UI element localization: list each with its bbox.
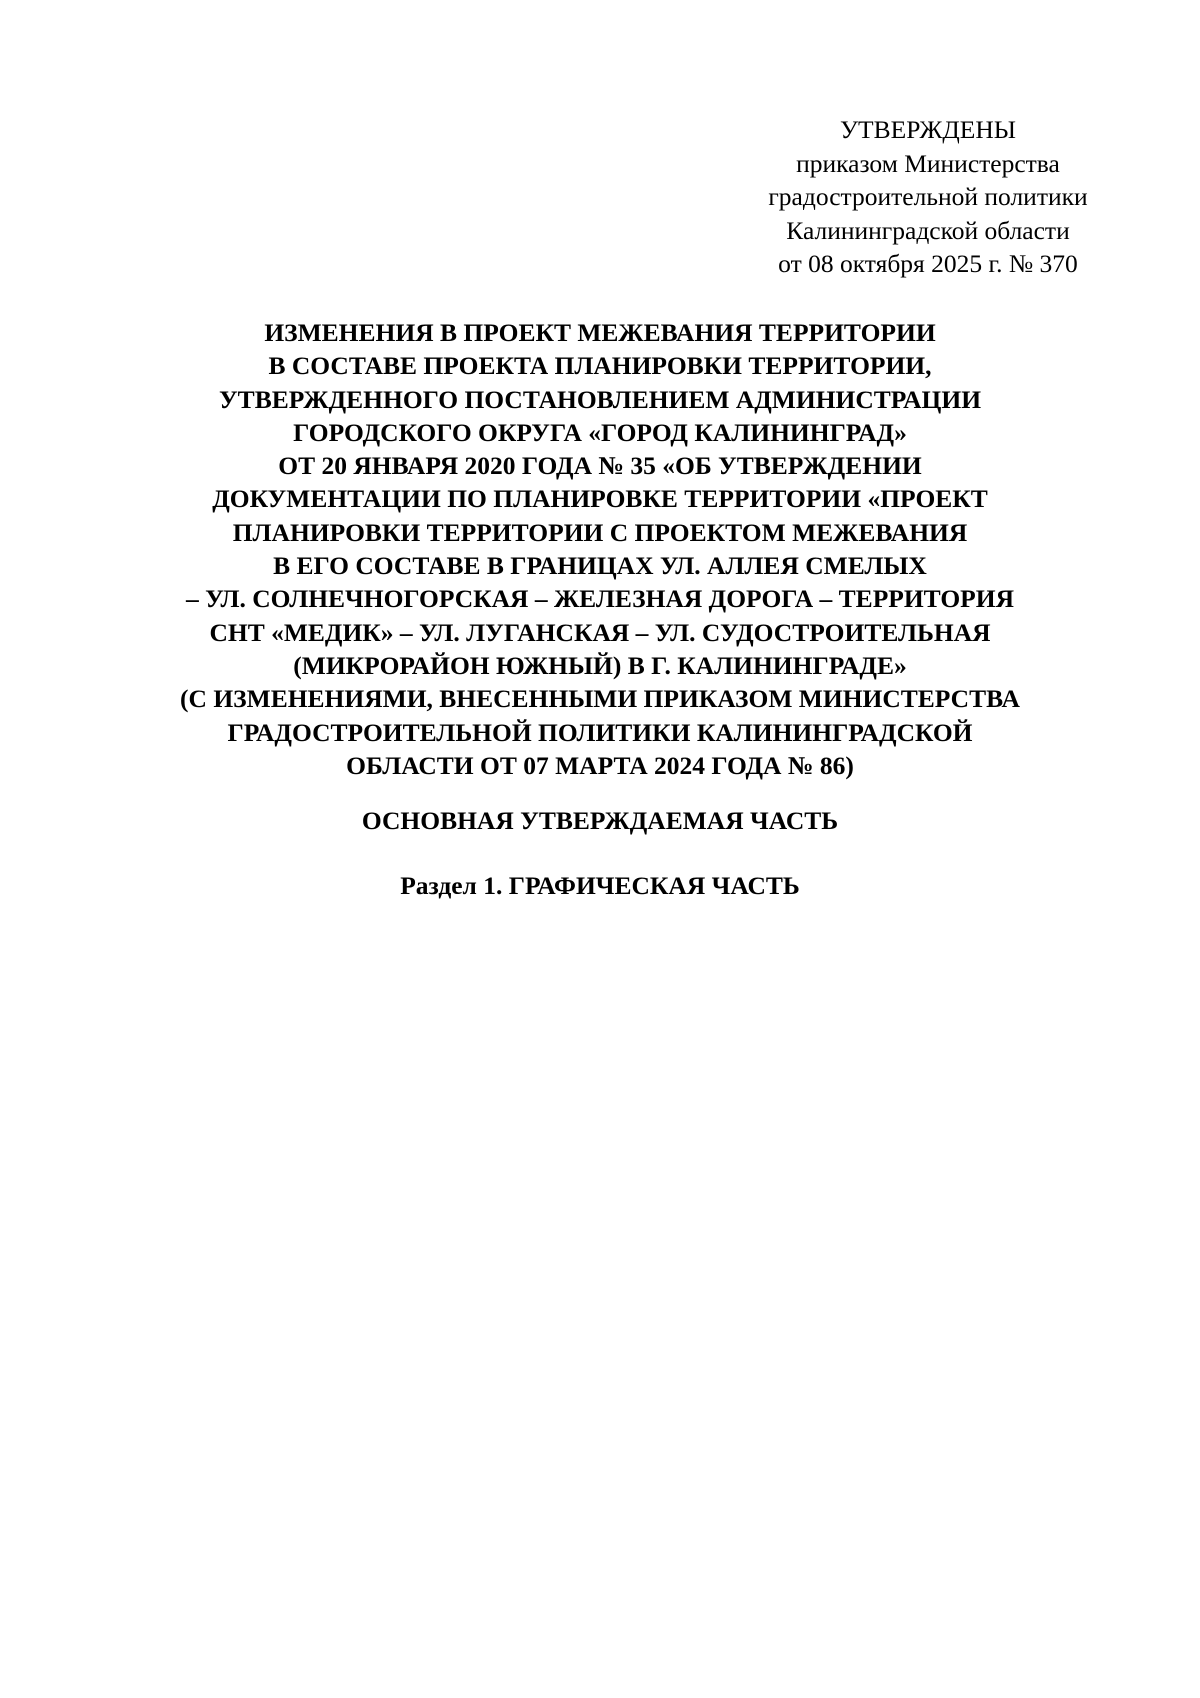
approval-line: Калининградской области	[786, 215, 1070, 245]
approval-stamp	[752, 113, 1104, 281]
title-line: – УЛ. СОЛНЕЧНОГОРСКАЯ – ЖЕЛЕЗНАЯ ДОРОГА – ТЕРРИТОРИЯ	[185, 584, 1015, 614]
title-line: ПЛАНИРОВКИ ТЕРРИТОРИИ С ПРОЕКТОМ МЕЖЕВАНИЯ	[232, 517, 968, 547]
title-line: ГРАДОСТРОИТЕЛЬНОЙ ПОЛИТИКИ КАЛИНИНГРАДСКОЙ	[227, 717, 973, 747]
approval-line: приказом Министерства	[796, 148, 1060, 178]
title-line: ОТ 20 ЯНВАРЯ 2020 ГОДА № 35 «ОБ УТВЕРЖДЕНИИ	[278, 451, 922, 481]
approval-line: градостроительной политики	[768, 182, 1088, 212]
title-line: ГОРОДСКОГО ОКРУГА «ГОРОД КАЛИНИНГРАД»	[293, 417, 907, 447]
title-line: (МИКРОРАЙОН ЮЖНЫЙ) В Г. КАЛИНИНГРАДЕ»	[293, 650, 907, 680]
title-line: ИЗМЕНЕНИЯ В ПРОЕКТ МЕЖЕВАНИЯ ТЕРРИТОРИИ	[264, 318, 936, 347]
document-subtitle: ОСНОВНАЯ УТВЕРЖДАЕМАЯ ЧАСТЬ	[361, 806, 839, 835]
title-line: ДОКУМЕНТАЦИИ ПО ПЛАНИРОВКЕ ТЕРРИТОРИИ «ПРОЕКТ	[212, 484, 988, 514]
document-title	[100, 316, 1100, 782]
title-line: ОБЛАСТИ ОТ 07 МАРТА 2024 ГОДА № 86)	[346, 750, 854, 780]
title-line: В СОСТАВЕ ПРОЕКТА ПЛАНИРОВКИ ТЕРРИТОРИИ,	[268, 351, 932, 381]
title-line: СНТ «МЕДИК» – УЛ. ЛУГАНСКАЯ – УЛ. СУДОСТРОИТЕЛЬНАЯ	[209, 617, 991, 647]
approval-heading: УТВЕРЖДЕНЫ	[840, 115, 1016, 144]
title-line: (С ИЗМЕНЕНИЯМИ, ВНЕСЕННЫМИ ПРИКАЗОМ МИНИСТЕРСТВА	[180, 684, 1020, 714]
section-heading: Раздел 1. ГРАФИЧЕСКАЯ ЧАСТЬ	[400, 871, 800, 900]
approval-date-number: от 08 октября 2025 г. № 370	[778, 249, 1078, 279]
title-line: В ЕГО СОСТАВЕ В ГРАНИЦАХ УЛ. АЛЛЕЯ СМЕЛЫХ	[273, 551, 927, 581]
title-line: УТВЕРЖДЕННОГО ПОСТАНОВЛЕНИЕМ АДМИНИСТРАЦИИ	[218, 384, 982, 414]
